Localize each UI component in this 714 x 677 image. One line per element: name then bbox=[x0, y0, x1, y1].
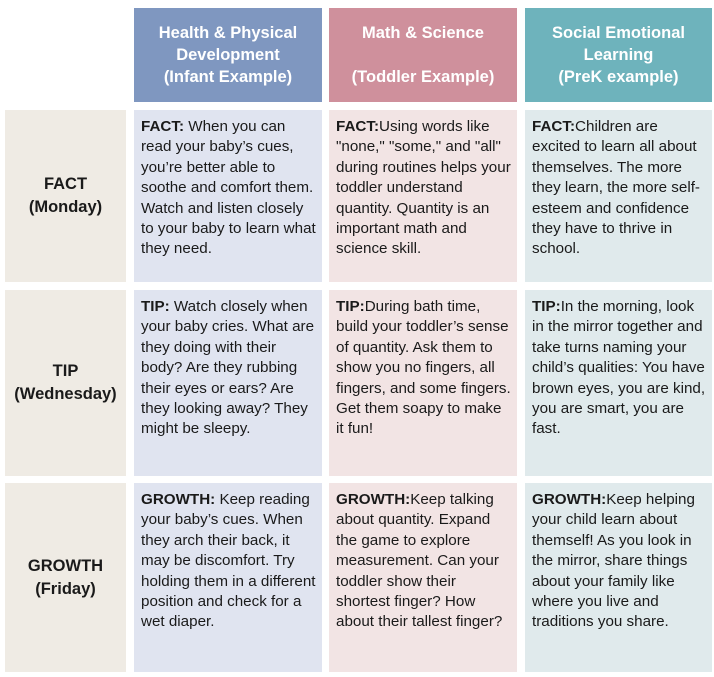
cell-growth-social bbox=[525, 483, 712, 672]
header-subtitle: (PreK example) bbox=[558, 68, 679, 86]
cell-prefix: FACT: bbox=[532, 118, 576, 135]
row-label-fact bbox=[5, 110, 126, 282]
cell-prefix: GROWTH: bbox=[532, 491, 607, 508]
cell-tip-social bbox=[525, 290, 712, 476]
cell-prefix: FACT: bbox=[336, 118, 380, 135]
row-label-day: (Monday) bbox=[28, 198, 103, 216]
header-title-line1: Social Emotional bbox=[552, 24, 685, 42]
cell-prefix: GROWTH: bbox=[141, 491, 216, 508]
row-label-day: (Wednesday) bbox=[14, 385, 117, 403]
cell-text: Children are excited to learn all about themselves. The more they learn, the more self-esteem and confidence they have to thrive in school. bbox=[532, 118, 700, 258]
cell-text: During bath time, build your toddler’s sense of quantity. Ask them to show you no fingers, all fingers, and some fingers. Get them soapy to make it fun! bbox=[336, 298, 511, 438]
header-health-physical bbox=[134, 8, 322, 102]
cell-text: Keep reading your baby’s cues. When they arch their back, it may be discomfort. Try holding them in a different position and check for a wet diaper. bbox=[141, 491, 316, 631]
cell-text: When you can read your baby’s cues, you’re better able to soothe and comfort them. Watch and listen closely to your baby to learn what they need. bbox=[141, 118, 316, 258]
cell-text: Keep talking about quantity. Expand the game to explore measurement. Can your toddler show their shortest finger? How about their tallest finger? bbox=[336, 491, 503, 631]
row-label-title: FACT bbox=[43, 175, 88, 193]
cell-fact-math bbox=[329, 110, 517, 282]
cell-text: In the morning, look in the mirror together and take turns naming your child’s qualities: You have brown eyes, you are kind, you are smart, you are fast. bbox=[532, 298, 706, 438]
header-subtitle: (Toddler Example) bbox=[351, 68, 495, 86]
cell-fact-social bbox=[525, 110, 712, 282]
header-title-line1: Math & Science bbox=[362, 24, 484, 42]
header-social-emotional bbox=[525, 8, 712, 102]
cell-tip-health bbox=[134, 290, 322, 476]
header-math-science bbox=[329, 8, 517, 102]
cell-prefix: TIP: bbox=[532, 298, 561, 315]
cell-text: Watch closely when your baby cries. What are they doing with their body? Are they rubbing their eyes or ears? Are they looking away? They might be sleepy. bbox=[141, 298, 315, 438]
cell-prefix: TIP: bbox=[141, 298, 170, 315]
header-title-line1: Health & Physical bbox=[158, 24, 298, 42]
cell-text: Using words like "none," "some," and "all" during routines helps your toddler understand quantity. Quantity is an important math and science skill. bbox=[336, 118, 511, 258]
cell-prefix: TIP: bbox=[336, 298, 365, 315]
header-subtitle: (Infant Example) bbox=[163, 68, 293, 86]
row-label-day: (Friday) bbox=[35, 579, 96, 598]
cell-growth-math bbox=[329, 483, 517, 672]
cell-growth-health bbox=[134, 483, 322, 672]
cell-text: Keep helping your child learn about themself! As you look in the mirror, share things about your family like where you live and traditions you share. bbox=[532, 491, 695, 631]
cell-tip-math bbox=[329, 290, 517, 476]
cell-prefix: FACT: bbox=[141, 118, 185, 135]
cell-fact-health bbox=[134, 110, 322, 282]
row-label-growth bbox=[5, 483, 126, 672]
header-title-line2: Learning bbox=[583, 46, 654, 64]
cell-prefix: GROWTH: bbox=[336, 491, 411, 508]
header-title-line2: Development bbox=[176, 46, 280, 64]
row-label-title: TIP bbox=[52, 362, 79, 380]
row-label-title: GROWTH bbox=[27, 556, 104, 575]
row-label-tip bbox=[5, 290, 126, 476]
